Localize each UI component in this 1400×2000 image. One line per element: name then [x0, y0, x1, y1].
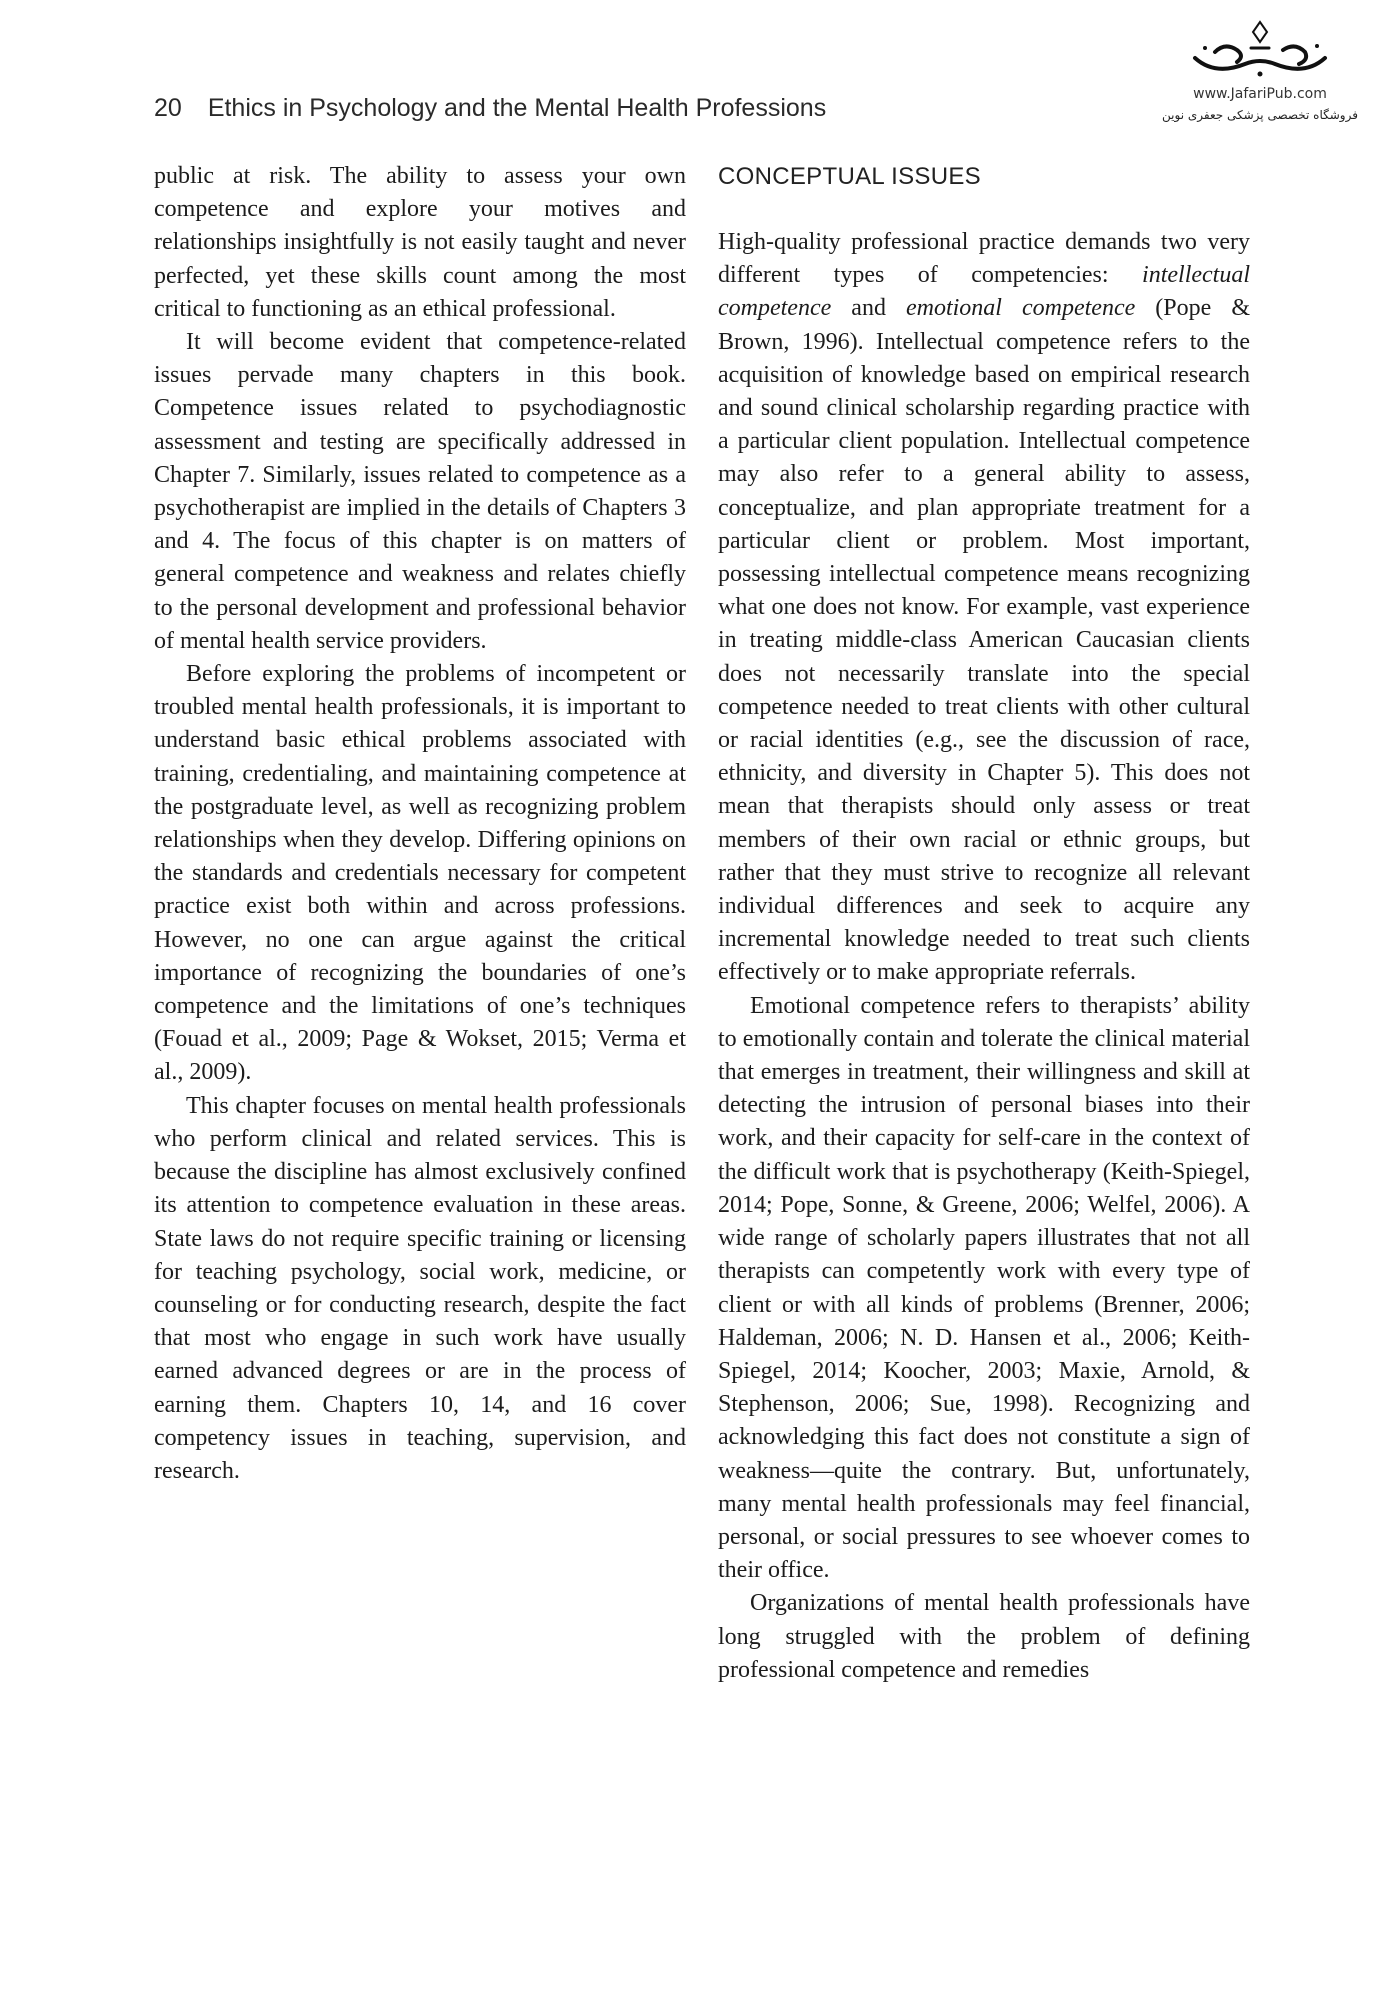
- right-paragraph-2: Emotional competence refers to therapists’ ability to emotionally contain and tolerate the clinical material that emerges in treatment, their willingness and skill at detecting the intrusion of personal biases into their work, and their capacity for self-care in the context of the difficult work that is psychotherapy (Keith-Spiegel, 2014; Pope, Sonne, & Greene, 2006; Welfel, 2006). A wide range of scholarly papers illustrates that not all therapists can competently work with every type of client or with all kinds of problems (Brenner, 2006; Haldeman, 2006; N. D. Hansen et al., 2006; Keith-Spiegel, 2014; Koocher, 2003; Maxie, Arnold, & Stephenson, 2006; Sue, 1998). Recognizing and acknowledging this fact does not constitute a sign of weakness—quite the contrary. But, unfortunately, many mental health professionals may feel financial, personal, or social pressures to see whoever comes to their office.: [718, 992, 1250, 1584]
- left-column: [154, 160, 686, 1488]
- publisher-url: www.JafariPub.com: [1193, 86, 1327, 102]
- jafari-pub-logo-icon: [1185, 18, 1335, 84]
- section-heading: CONCEPTUAL ISSUES: [718, 163, 981, 190]
- emphasis-intellectual-competence: intellectual competence: [718, 262, 1250, 322]
- text-run: (Pope & Brown, 1996). Intellectual competence refers to the acquisition of knowledge based on empirical research and sound clinical scholarship regarding practice with a particular client population. Intellectual competence may also refer to a general ability to assess, conceptualize, and plan appropriate treatment for a particular client or problem. Most important, possessing intellectual competence means recognizing what one does not know. For example, vast experience in treating middle-class American Caucasian clients does not necessarily translate into the special competence needed to treat clients with other cultural or racial identities (e.g., see the discussion of race, ethnicity, and diversity in Chapter 5). This does not mean that therapists should only assess or treat members of their own racial or ethnic groups, but rather that they must strive to recognize all relevant individual differences and seek to acquire any incremental knowledge needed to treat such clients effectively or to make appropriate referrals.: [718, 295, 1250, 986]
- left-paragraph-4: This chapter focuses on mental health professionals who perform clinical and related services. This is because the discipline has almost exclusively confined its attention to competence evaluation in these areas. State laws do not require specific training or licensing for teaching psychology, social work, medicine, or counseling or for conducting research, despite the fact that most who engage in such work have usually earned advanced degrees or are in the process of earning them. Chapters 10, 14, and 16 cover competency issues in teaching, supervision, and research.: [154, 1092, 686, 1484]
- running-head: [154, 94, 826, 123]
- right-paragraph-1: [718, 226, 1250, 990]
- left-paragraph-1: public at risk. The ability to assess your own competence and explore your motives and relationships insightfully is not easily taught and never perfected, yet these skills count among the most critical to functioning as an ethical professional.: [154, 163, 686, 322]
- page-number: 20: [154, 94, 182, 122]
- text-run: and: [831, 295, 906, 322]
- text-run: High-quality professional practice demands two very different types of competencies:: [718, 229, 1250, 289]
- left-paragraph-3: Before exploring the problems of incompetent or troubled mental health professionals, it is important to understand basic ethical problems associated with training, credentialing, and maintaining competence at the postgraduate level, as well as recognizing problem relationships when they develop. Differing opinions on the standards and credentials necessary for competent practice exist both within and across professions. However, no one can argue against the critical importance of recognizing the boundaries of one’s competence and the limitations of one’s techniques (Fouad et al., 2009; Page & Wokset, 2015; Verma et al., 2009).: [154, 661, 686, 1086]
- publisher-watermark: [1160, 18, 1360, 158]
- running-title: Ethics in Psychology and the Mental Health Professions: [207, 94, 827, 122]
- right-column: [718, 160, 1250, 1687]
- left-paragraph-2: It will become evident that competence-related issues pervade many chapters in this book. Competence issues related to psychodiagnostic assessment and testing are specifically addressed in Chapter 7. Similarly, issues related to competence as a psychotherapist are implied in the details of Chapters 3 and 4. The focus of this chapter is on matters of general competence and weakness and relates chiefly to the personal development and professional behavior of mental health service providers.: [154, 329, 686, 654]
- publisher-persian-text: فروشگاه تخصصی پزشکی جعفری نوین: [1162, 108, 1358, 122]
- right-paragraph-3: Organizations of mental health professionals have long struggled with the problem of defining professional competence and remedies: [718, 1590, 1250, 1683]
- emphasis-emotional-competence: emotional competence: [905, 295, 1136, 322]
